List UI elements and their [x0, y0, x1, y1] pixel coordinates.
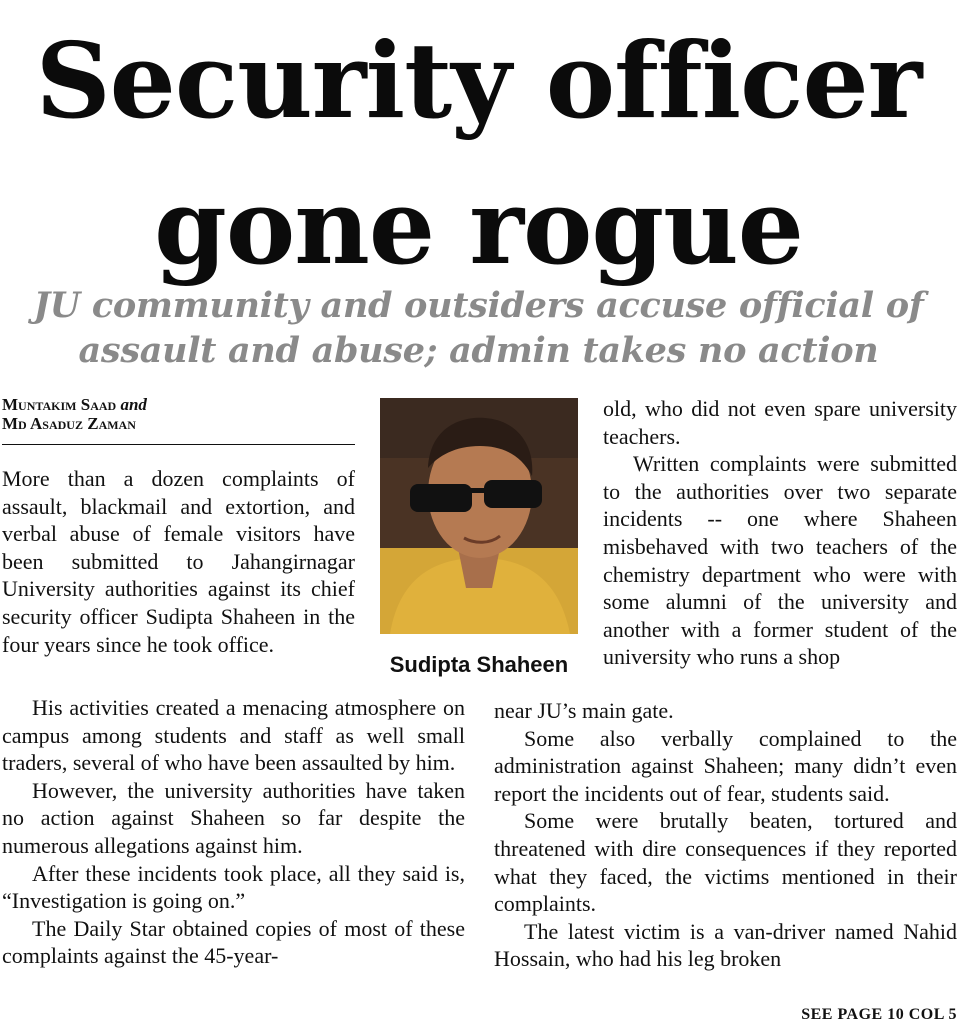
continuation-jump-label: SEE PAGE 10 COL 5	[801, 1006, 957, 1023]
byline-divider	[2, 444, 355, 445]
headline	[0, 8, 957, 300]
article-paragraph: However, the university authorities have taken no action against Shaheen so far despite the numerous allegations against him.	[2, 777, 465, 858]
article-paragraph: The Daily Star obtained copies of most of these complaints against the 45-year-	[2, 915, 465, 969]
headline-line-2: gone rogue	[154, 165, 803, 288]
article-column-2-lower	[494, 697, 957, 973]
subheadline	[0, 283, 957, 373]
subheadline-line-2: assault and abuse; admin takes no action	[78, 330, 879, 371]
portrait-photo	[380, 398, 578, 634]
photo-caption: Sudipta Shaheen	[389, 652, 569, 677]
article-paragraph: Some also verbally complained to the administration against Shaheen; many didn’t even report the incidents out of fear, students said.	[494, 725, 957, 806]
article-paragraph: near JU’s main gate.	[494, 698, 674, 723]
article-paragraph: His activities created a menacing atmosphere on campus among students and staff as well small traders, several of who have been assaulted by him.	[2, 695, 465, 776]
subheadline-line-1: JU community and outsiders accuse official of	[33, 285, 924, 326]
article-column-1	[2, 465, 355, 658]
byline	[2, 395, 355, 433]
byline-conjunction: and	[120, 395, 147, 414]
article-column-1-lower	[2, 694, 465, 970]
article-paragraph: Some were brutally beaten, tortured and threatened with dire consequences if they reported what they faced, the victims mentioned in their complaints.	[494, 808, 957, 917]
portrait-illustration	[380, 398, 578, 634]
article-paragraph: After these incidents took place, all they said is, “Investigation is going on.”	[2, 860, 465, 914]
headline-line-1: Security officer	[35, 19, 922, 142]
byline-author-2: Md Asaduz Zaman	[2, 414, 136, 433]
article-paragraph: Written complaints were submitted to the authorities over two separate incidents -- one where Shaheen misbehaved with two teachers of the chemistry department who were with some alumni of the university and another with a former student of the university who runs a shop	[603, 451, 957, 670]
article-column-3-top	[603, 395, 957, 671]
article-paragraph: More than a dozen complaints of assault, blackmail and extortion, and verbal abuse of female visitors have been submitted to Jahangirnagar University authorities against its chief security officer Sudipta Shaheen in the four years since he took office.	[2, 466, 355, 657]
byline-author-1: Muntakim Saad	[2, 395, 117, 414]
article-paragraph: old, who did not even spare university teachers.	[603, 396, 957, 449]
article-paragraph: The latest victim is a van-driver named Nahid Hossain, who had his leg broken	[494, 918, 957, 972]
